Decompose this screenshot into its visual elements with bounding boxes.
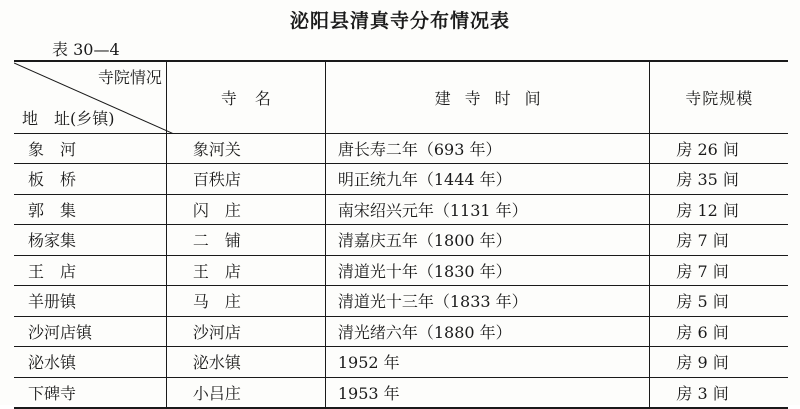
cell-scale: 房 7 间 [650,225,788,256]
header-temple-name: 寺名 [166,61,325,133]
table-title: 泌阳县清真寺分布情况表 [289,10,510,32]
cell-name: 小吕庄 [166,377,325,408]
cell-time: 明正统九年（1444 年） [325,164,650,195]
diagonal-header-cell [14,61,166,133]
cell-scale: 房 7 间 [650,255,788,286]
cell-name: 王 店 [166,255,325,286]
table-row [14,225,788,256]
header-address: 地 址(乡镇) [22,108,115,128]
table-row [14,133,788,164]
table-row [14,194,788,225]
cell-scale: 房 5 间 [650,286,788,317]
cell-name: 沙河店 [166,316,325,347]
header-temple-info: 寺院情况 [97,68,162,87]
cell-name: 二 铺 [166,225,325,256]
header-temple-scale: 寺院规模 [650,61,788,133]
cell-scale: 房 26 间 [650,133,788,164]
cell-site: 郭 集 [14,194,166,225]
cell-time: 清光绪六年（1880 年） [325,316,650,347]
cell-time: 清道光十年（1830 年） [325,255,650,286]
cell-site: 羊册镇 [14,286,166,317]
cell-scale: 房 12 间 [650,194,788,225]
cell-scale: 房 6 间 [650,316,788,347]
cell-scale: 房 35 间 [650,164,788,195]
table-row [14,255,788,286]
cell-name: 百秩店 [166,164,325,195]
cell-time: 唐长寿二年（693 年） [325,133,650,164]
cell-scale: 房 9 间 [650,347,788,378]
cell-site: 沙河店镇 [14,316,166,347]
table-row [14,164,788,195]
cell-site: 泌水镇 [14,347,166,378]
table-row [14,347,788,378]
mosque-distribution-table [14,60,788,409]
table-row [14,316,788,347]
header-build-time: 建寺时间 [325,61,650,133]
table-row [14,286,788,317]
cell-time: 1953 年 [325,377,650,408]
cell-site: 象 河 [14,133,166,164]
cell-time: 南宋绍兴元年（1131 年） [325,194,650,225]
cell-site: 板 桥 [14,164,166,195]
cell-time: 1952 年 [325,347,650,378]
cell-site: 杨家集 [14,225,166,256]
table-header-row [14,61,788,133]
table-number: 表 30—4 [52,40,120,59]
cell-name: 象河关 [166,133,325,164]
cell-time: 清嘉庆五年（1800 年） [325,225,650,256]
cell-name: 泌水镇 [166,347,325,378]
cell-name: 闪 庄 [166,194,325,225]
cell-site: 王 店 [14,255,166,286]
cell-site: 下碑寺 [14,377,166,408]
cell-scale: 房 3 间 [650,377,788,408]
cell-time: 清道光十三年（1833 年） [325,286,650,317]
table-row [14,377,788,408]
cell-name: 马 庄 [166,286,325,317]
